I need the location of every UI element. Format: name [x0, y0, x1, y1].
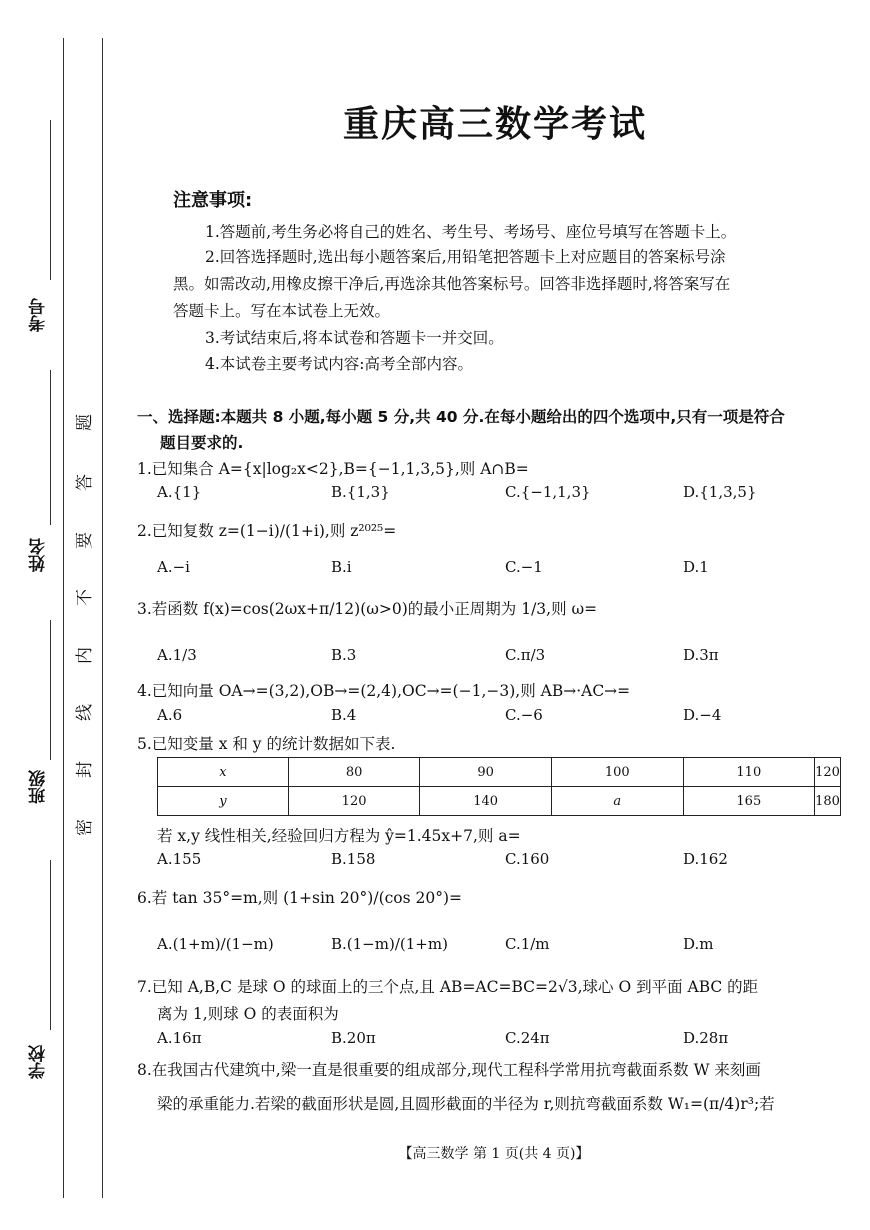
q7-option-d: D.28π	[683, 1029, 729, 1047]
q7-option-c: C.24π	[505, 1029, 550, 1047]
q1-option-c: C.{−1,1,3}	[505, 483, 591, 501]
table-cell: 90	[420, 758, 552, 787]
q6-option-c: C.1/m	[505, 935, 550, 953]
question-3-stem: 3.若函数 f(x)=cos(2ωx+π/12)(ω>0)的最小正周期为 1/3,则 ω=	[137, 600, 598, 618]
question-7-stem-cont: 离为 1,则球 O 的表面积为	[157, 1005, 339, 1023]
blank-name	[50, 370, 51, 525]
table-cell: 100	[551, 758, 683, 787]
question-8-stem-cont: 梁的承重能力.若梁的截面形状是圆,且圆形截面的半径为 r,则抗弯截面系数 W₁=(π/4)r³;若	[157, 1095, 775, 1113]
notice-line: 1.答题前,考生务必将自己的姓名、考生号、考场号、座位号填写在答题卡上。	[205, 223, 737, 241]
notice-line: 黑。如需改动,用橡皮擦干净后,再选涂其他答案标号。回答非选择题时,将答案写在	[173, 275, 731, 293]
margin-label-name: 姓名	[29, 538, 49, 572]
q5-option-d: D.162	[683, 850, 728, 868]
seal-char: 线	[75, 704, 95, 721]
section-heading-cont: 题目要求的.	[160, 434, 244, 452]
q4-option-c: C.−6	[505, 706, 543, 724]
table-cell: 80	[288, 758, 420, 787]
blank-school	[50, 860, 51, 1030]
table-cell: 180	[815, 787, 841, 816]
page-title: 重庆高三数学考试	[342, 104, 647, 145]
question-1-stem: 1.已知集合 A={x|log₂x<2},B={−1,1,3,5},则 A∩B=	[137, 460, 529, 478]
notice-line: 答题卡上。写在本试卷上无效。	[173, 302, 391, 320]
q2-option-b: B.i	[331, 558, 352, 576]
seal-char: 内	[75, 647, 95, 664]
question-5-followup: 若 x,y 线性相关,经验回归方程为 ŷ=1.45x+7,则 a=	[157, 827, 521, 845]
notice-heading: 注意事项:	[173, 190, 253, 211]
q2-option-d: D.1	[683, 558, 709, 576]
seal-char: 密	[75, 819, 95, 836]
q3-option-a: A.1/3	[157, 646, 197, 664]
q1-option-a: A.{1}	[157, 483, 202, 501]
notice-line: 3.考试结束后,将本试卷和答题卡一并交回。	[205, 329, 504, 347]
margin-label-class: 班级	[29, 770, 49, 804]
q3-option-c: C.π/3	[505, 646, 546, 664]
question-2-stem: 2.已知复数 z=(1−i)/(1+i),则 z²⁰²⁵=	[137, 522, 397, 540]
q6-option-a: A.(1+m)/(1−m)	[157, 935, 274, 953]
question-6-stem: 6.若 tan 35°=m,则 (1+sin 20°)/(cos 20°)=	[137, 889, 463, 907]
margin-label-exam-number: 考号	[29, 298, 49, 332]
q4-option-d: D.−4	[683, 706, 722, 724]
seal-char: 不	[75, 589, 95, 606]
section-heading: 一、选择题:本题共 8 小题,每小题 5 分,共 40 分.在每小题给出的四个选项中,只有一项是符合	[137, 408, 785, 426]
statistics-table	[157, 757, 841, 816]
table-cell: 165	[683, 787, 815, 816]
q7-option-a: A.16π	[157, 1029, 202, 1047]
q6-option-d: D.m	[683, 935, 714, 953]
q1-option-b: B.{1,3}	[331, 483, 390, 501]
table-cell: 120	[288, 787, 420, 816]
table-cell: 110	[683, 758, 815, 787]
q5-option-b: B.158	[331, 850, 376, 868]
binding-line-inner	[102, 38, 103, 1198]
q4-option-a: A.6	[157, 706, 183, 724]
question-8-stem: 8.在我国古代建筑中,梁一直是很重要的组成部分,现代工程科学常用抗弯截面系数 W 来刻画	[137, 1061, 761, 1079]
q7-option-b: B.20π	[331, 1029, 376, 1047]
blank-class	[50, 620, 51, 760]
binding-line-outer	[63, 38, 64, 1198]
seal-char: 封	[75, 761, 95, 778]
q2-option-a: A.−i	[157, 558, 190, 576]
seal-char: 答	[75, 474, 95, 491]
q1-option-d: D.{1,3,5}	[683, 483, 757, 501]
table-row	[158, 787, 841, 816]
table-cell: y	[158, 787, 289, 816]
table-cell: x	[158, 758, 289, 787]
table-row	[158, 758, 841, 787]
q3-option-b: B.3	[331, 646, 357, 664]
q3-option-d: D.3π	[683, 646, 719, 664]
notice-line: 4.本试卷主要考试内容:高考全部内容。	[205, 355, 474, 373]
q6-option-b: B.(1−m)/(1+m)	[331, 935, 448, 953]
table-cell: 120	[815, 758, 841, 787]
seal-char: 题	[75, 414, 95, 431]
q5-option-c: C.160	[505, 850, 550, 868]
question-4-stem: 4.已知向量 OA→=(3,2),OB→=(2,4),OC→=(−1,−3),则 AB→·AC→=	[137, 682, 631, 700]
q4-option-b: B.4	[331, 706, 357, 724]
table-cell: a	[551, 787, 683, 816]
page-footer: 【高三数学 第 1 页(共 4 页)】	[398, 1146, 590, 1162]
table-cell: 140	[420, 787, 552, 816]
seal-char: 要	[75, 532, 95, 549]
question-5-stem: 5.已知变量 x 和 y 的统计数据如下表.	[137, 735, 396, 753]
q5-option-a: A.155	[157, 850, 202, 868]
question-7-stem: 7.已知 A,B,C 是球 O 的球面上的三个点,且 AB=AC=BC=2√3,球心 O 到平面 ABC 的距	[137, 978, 759, 996]
margin-label-school: 学校	[29, 1045, 49, 1079]
q2-option-c: C.−1	[505, 558, 543, 576]
notice-line: 2.回答选择题时,选出每小题答案后,用铅笔把答题卡上对应题目的答案标号涂	[205, 248, 726, 266]
